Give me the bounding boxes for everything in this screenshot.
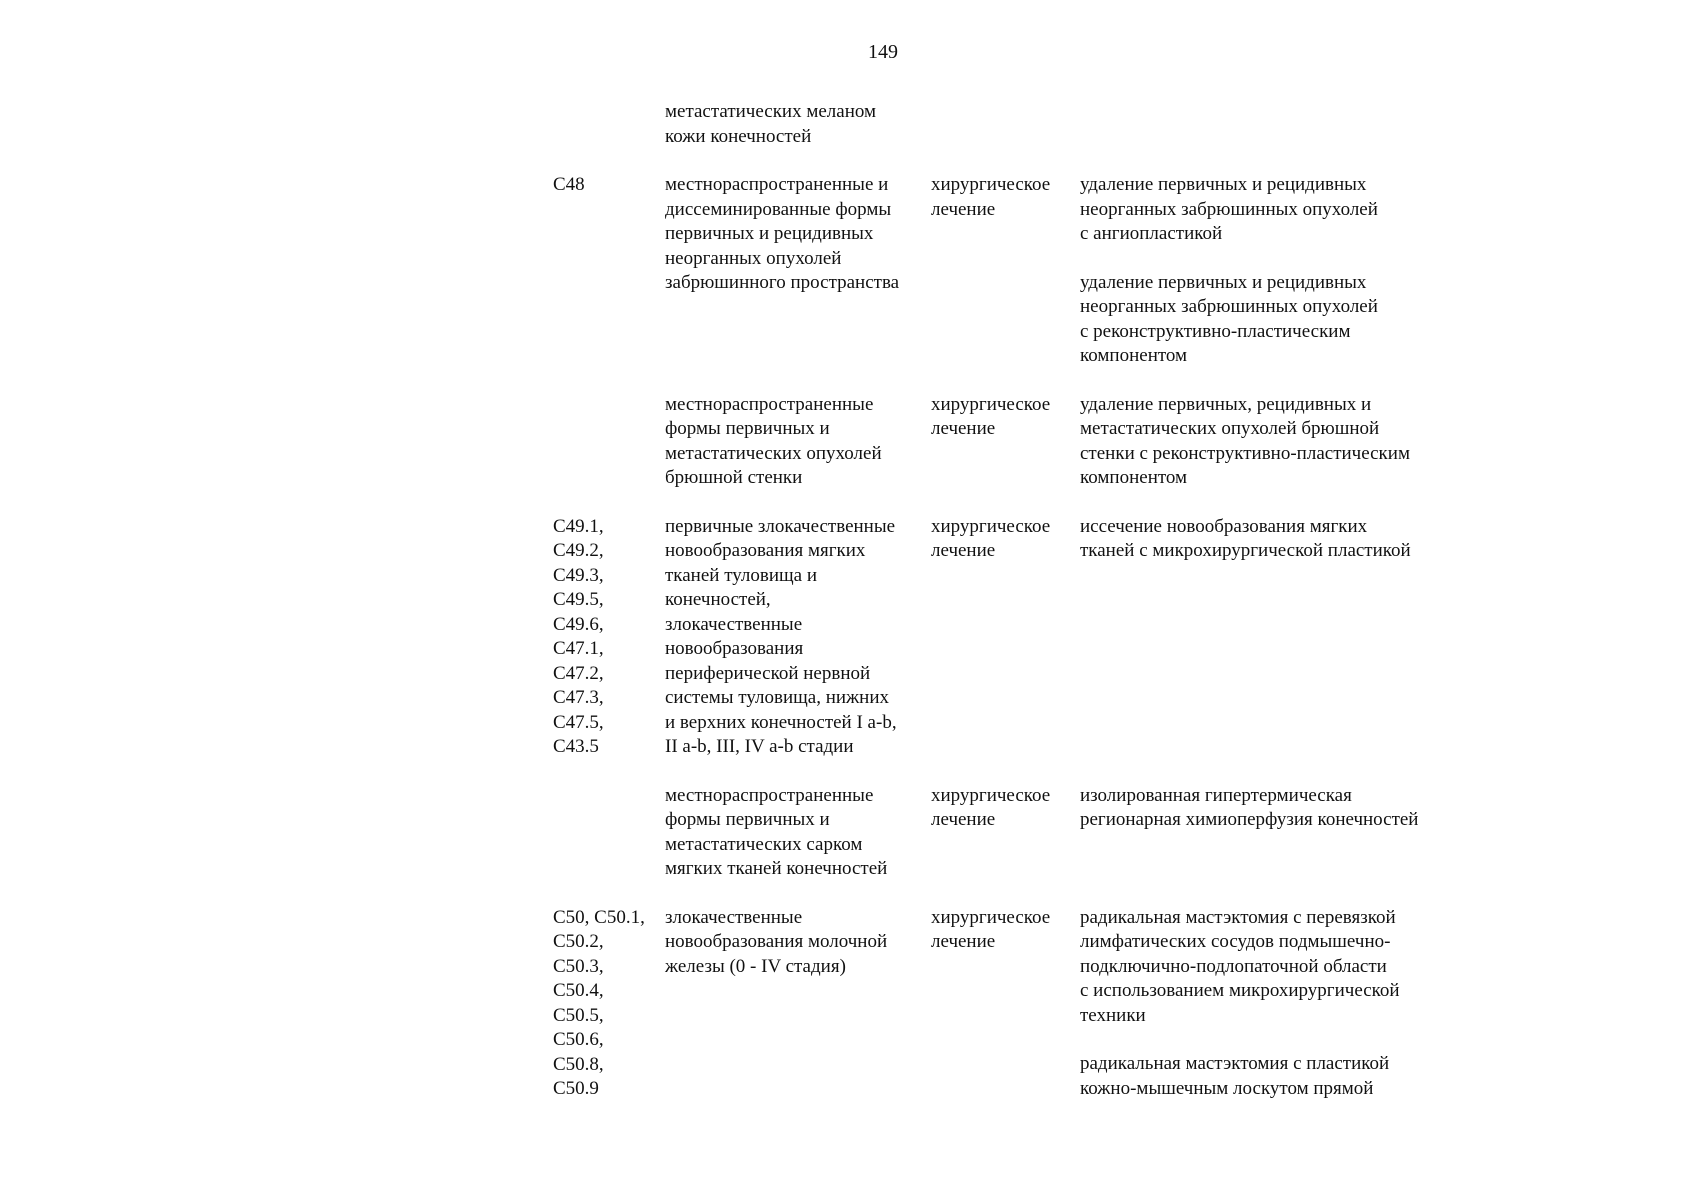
diagnosis-line: неорганных опухолей bbox=[665, 247, 842, 269]
diagnosis-cell bbox=[665, 515, 931, 760]
treatment-method bbox=[1080, 1052, 1450, 1101]
icd-code: C49.2, bbox=[553, 540, 604, 561]
icd-codes-cell bbox=[553, 515, 665, 760]
treatment-method-cell bbox=[1080, 393, 1450, 491]
diagnosis-line: метастатических опухолей bbox=[665, 442, 882, 464]
icd-code: C47.5, bbox=[553, 711, 604, 733]
treatment-type-cell bbox=[931, 393, 1080, 442]
method-line: удаление первичных и рецидивных bbox=[1080, 174, 1367, 195]
method-line: неорганных забрюшинных опухолей bbox=[1080, 198, 1378, 220]
page-number: 149 bbox=[868, 41, 898, 63]
diagnosis-line: формы первичных и bbox=[665, 809, 830, 830]
method-line: компонентом bbox=[1080, 345, 1188, 366]
procedures-table bbox=[553, 100, 1450, 1126]
method-line: удаление первичных и рецидивных bbox=[1080, 271, 1367, 293]
treatment-method-cell bbox=[1080, 173, 1450, 369]
diagnosis-cell bbox=[665, 784, 931, 882]
icd-code: C49.3, bbox=[553, 564, 604, 586]
method-line: с реконструктивно-пластическим bbox=[1080, 320, 1351, 342]
diagnosis-line: системы туловища, нижних bbox=[665, 687, 890, 708]
treatment-line: лечение bbox=[931, 931, 996, 952]
icd-code: C50.9 bbox=[553, 1078, 599, 1099]
diagnosis-line: мягких тканей конечностей bbox=[665, 858, 888, 879]
method-line: регионарная химиоперфузия конечностей bbox=[1080, 809, 1419, 830]
treatment-method bbox=[1080, 393, 1450, 491]
treatment-line: хирургическое bbox=[931, 393, 1051, 415]
icd-code: C43.5 bbox=[553, 736, 599, 757]
treatment-type-cell bbox=[931, 173, 1080, 222]
icd-code: C50, C50.1, bbox=[553, 906, 645, 928]
icd-code: C47.1, bbox=[553, 638, 604, 659]
diagnosis-line: местнораспространенные bbox=[665, 784, 874, 806]
icd-code: C49.5, bbox=[553, 589, 604, 610]
table-row bbox=[553, 515, 1450, 760]
treatment-line: хирургическое bbox=[931, 906, 1051, 928]
diagnosis-line: периферической нервной bbox=[665, 662, 871, 684]
icd-codes-cell bbox=[553, 906, 665, 1102]
diagnosis-line: новообразования мягких bbox=[665, 540, 866, 561]
table-row bbox=[553, 393, 1450, 491]
icd-code: C49.1, bbox=[553, 515, 604, 537]
treatment-method-cell bbox=[1080, 784, 1450, 833]
treatment-type-cell bbox=[931, 906, 1080, 955]
diagnosis-line: местнораспространенные bbox=[665, 393, 874, 415]
diagnosis-line: формы первичных и bbox=[665, 418, 830, 439]
method-line: техники bbox=[1080, 1004, 1146, 1026]
method-line: стенки с реконструктивно-пластическим bbox=[1080, 442, 1410, 464]
diagnosis-line: конечностей, bbox=[665, 589, 771, 610]
method-line: тканей с микрохирургической пластикой bbox=[1080, 540, 1411, 561]
diagnosis-line: II a-b, III, IV a-b стадии bbox=[665, 736, 854, 757]
table-row bbox=[553, 906, 1450, 1102]
diagnosis-cell bbox=[665, 100, 931, 149]
treatment-line: лечение bbox=[931, 809, 996, 830]
table-row bbox=[553, 100, 1450, 149]
diagnosis-line: местнораспространенные и bbox=[665, 174, 889, 195]
method-line: с использованием микрохирургической bbox=[1080, 980, 1400, 1001]
diagnosis-line: диссеминированные формы bbox=[665, 198, 892, 220]
icd-code: C50.8, bbox=[553, 1053, 604, 1075]
diagnosis-line: забрюшинного пространства bbox=[665, 272, 900, 293]
method-line: иссечение новообразования мягких bbox=[1080, 515, 1368, 537]
diagnosis-line: злокачественные bbox=[665, 613, 803, 635]
icd-codes-cell bbox=[553, 173, 665, 198]
diagnosis-line: тканей туловища и bbox=[665, 564, 818, 586]
method-line: радикальная мастэктомия с пластикой bbox=[1080, 1053, 1390, 1074]
diagnosis-cell bbox=[665, 393, 931, 491]
method-line: неорганных забрюшинных опухолей bbox=[1080, 296, 1378, 317]
diagnosis-line: метастатических сарком bbox=[665, 833, 863, 855]
icd-code: C50.6, bbox=[553, 1029, 604, 1050]
method-line: изолированная гипертермическая bbox=[1080, 784, 1352, 806]
treatment-method bbox=[1080, 906, 1450, 1029]
icd-code: C47.2, bbox=[553, 662, 604, 684]
diagnosis-line: и верхних конечностей I a-b, bbox=[665, 711, 897, 733]
treatment-line: хирургическое bbox=[931, 515, 1051, 537]
method-line: подключично-подлопаточной области bbox=[1080, 955, 1387, 977]
diagnosis-cell bbox=[665, 173, 931, 296]
diagnosis-line: первичные злокачественные bbox=[665, 515, 896, 537]
table-row bbox=[553, 173, 1450, 369]
icd-code: C49.6, bbox=[553, 613, 604, 635]
icd-code: C50.3, bbox=[553, 955, 604, 977]
icd-code: C50.2, bbox=[553, 931, 604, 952]
treatment-line: хирургическое bbox=[931, 174, 1051, 195]
treatment-method-cell bbox=[1080, 906, 1450, 1102]
diagnosis-line: брюшной стенки bbox=[665, 467, 803, 488]
method-line: радикальная мастэктомия с перевязкой bbox=[1080, 906, 1396, 928]
table-row bbox=[553, 784, 1450, 882]
treatment-method bbox=[1080, 173, 1450, 247]
treatment-line: лечение bbox=[931, 540, 996, 561]
diagnosis-line: злокачественные bbox=[665, 906, 803, 928]
treatment-method bbox=[1080, 784, 1450, 833]
diagnosis-cell bbox=[665, 906, 931, 980]
icd-code: C47.3, bbox=[553, 687, 604, 708]
diagnosis-line: новообразования bbox=[665, 638, 804, 659]
icd-code: C50.4, bbox=[553, 980, 604, 1001]
treatment-type-cell bbox=[931, 784, 1080, 833]
diagnosis-line: метастатических меланом bbox=[665, 101, 877, 122]
treatment-type-cell bbox=[931, 515, 1080, 564]
method-line: кожно-мышечным лоскутом прямой bbox=[1080, 1077, 1374, 1099]
diagnosis-line: железы (0 - IV стадия) bbox=[665, 955, 846, 977]
method-line: метастатических опухолей брюшной bbox=[1080, 418, 1380, 439]
method-line: лимфатических сосудов подмышечно- bbox=[1080, 931, 1391, 952]
treatment-line: хирургическое bbox=[931, 784, 1051, 806]
treatment-line: лечение bbox=[931, 418, 996, 439]
diagnosis-line: новообразования молочной bbox=[665, 931, 888, 952]
treatment-line: лечение bbox=[931, 198, 996, 220]
treatment-method bbox=[1080, 515, 1450, 564]
method-line: удаление первичных, рецидивных и bbox=[1080, 393, 1372, 415]
diagnosis-line: кожи конечностей bbox=[665, 125, 812, 147]
method-line: компонентом bbox=[1080, 467, 1188, 488]
treatment-method bbox=[1080, 271, 1450, 369]
diagnosis-line: первичных и рецидивных bbox=[665, 223, 874, 244]
icd-code: C48 bbox=[553, 174, 585, 195]
icd-code: C50.5, bbox=[553, 1004, 604, 1026]
treatment-method-cell bbox=[1080, 515, 1450, 564]
method-line: с ангиопластикой bbox=[1080, 223, 1223, 244]
